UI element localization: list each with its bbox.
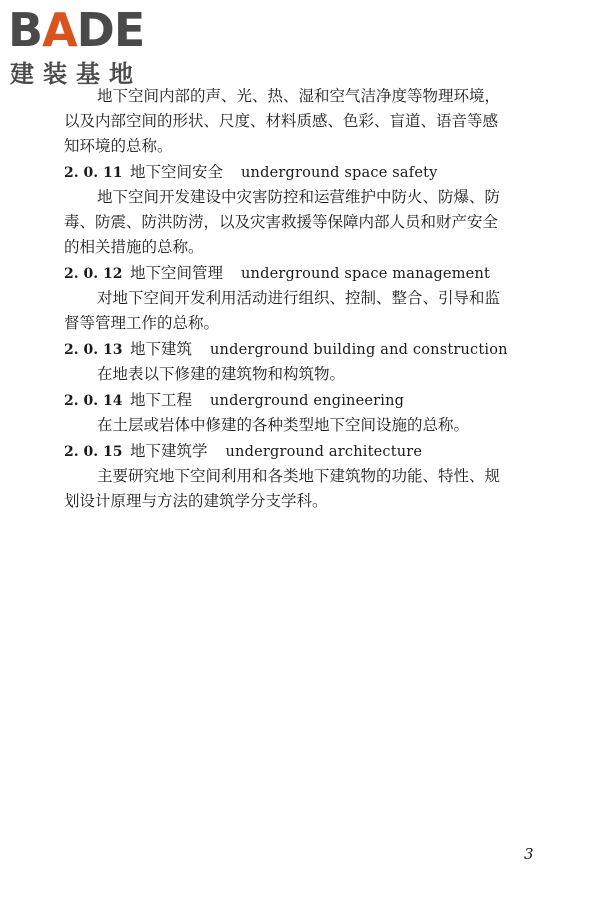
term-en: underground space management bbox=[241, 266, 491, 282]
definition-line: 在地表以下修建的建筑物和构筑物。 bbox=[97, 365, 346, 383]
logo bbox=[8, 4, 178, 88]
definition-line: 督等管理工作的总称。 bbox=[64, 314, 220, 332]
document-body bbox=[64, 84, 554, 514]
definition-line: 划设计原理与方法的建筑学分支学科。 bbox=[64, 492, 328, 510]
term-en: underground engineering bbox=[210, 393, 405, 409]
definition-line: 地下空间开发建设中灾害防控和运营维护中防火、防爆、防 bbox=[97, 188, 501, 206]
term-zh: 地下建筑 bbox=[130, 340, 193, 358]
intro-line: 地下空间内部的声、光、热、湿和空气洁净度等物理环境， bbox=[97, 87, 501, 105]
term-zh: 地下空间管理 bbox=[130, 264, 224, 282]
logo-subtitle: 建装基地 bbox=[10, 60, 142, 88]
definition-line: 的相关措施的总称。 bbox=[64, 238, 204, 256]
term-zh: 地下空间安全 bbox=[130, 163, 224, 181]
page-number: 3 bbox=[524, 845, 534, 863]
definition-line: 主要研究地下空间利用和各类地下建筑物的功能、特性、规 bbox=[97, 467, 501, 485]
term-number: 2. 0. 11 bbox=[64, 165, 123, 181]
term-number: 2. 0. 13 bbox=[64, 342, 123, 358]
definition-line: 在土层或岩体中修建的各种类型地下空间设施的总称。 bbox=[97, 416, 470, 434]
logo-wordmark: BADE bbox=[8, 3, 145, 57]
term-zh: 地下建筑学 bbox=[130, 442, 208, 460]
term-heading bbox=[64, 388, 554, 413]
intro-line: 知环境的总称。 bbox=[64, 137, 173, 155]
term-number: 2. 0. 14 bbox=[64, 393, 123, 409]
term-zh: 地下工程 bbox=[130, 391, 193, 409]
term-en: underground space safety bbox=[241, 165, 438, 181]
term-en: underground architecture bbox=[225, 444, 423, 460]
term-heading bbox=[64, 160, 554, 185]
term-heading bbox=[64, 337, 554, 362]
term-number: 2. 0. 15 bbox=[64, 444, 123, 460]
term-heading bbox=[64, 261, 554, 286]
term-heading bbox=[64, 439, 554, 464]
definition-line: 对地下空间开发利用活动进行组织、控制、整合、引导和监 bbox=[97, 289, 501, 307]
intro-line: 以及内部空间的形状、尺度、材料质感、色彩、盲道、语音等感 bbox=[64, 112, 499, 130]
definition-line: 毒、防震、防洪防涝，以及灾害救援等保障内部人员和财产安全 bbox=[64, 213, 499, 231]
term-number: 2. 0. 12 bbox=[64, 266, 123, 282]
term-en: underground building and construction bbox=[210, 342, 508, 358]
